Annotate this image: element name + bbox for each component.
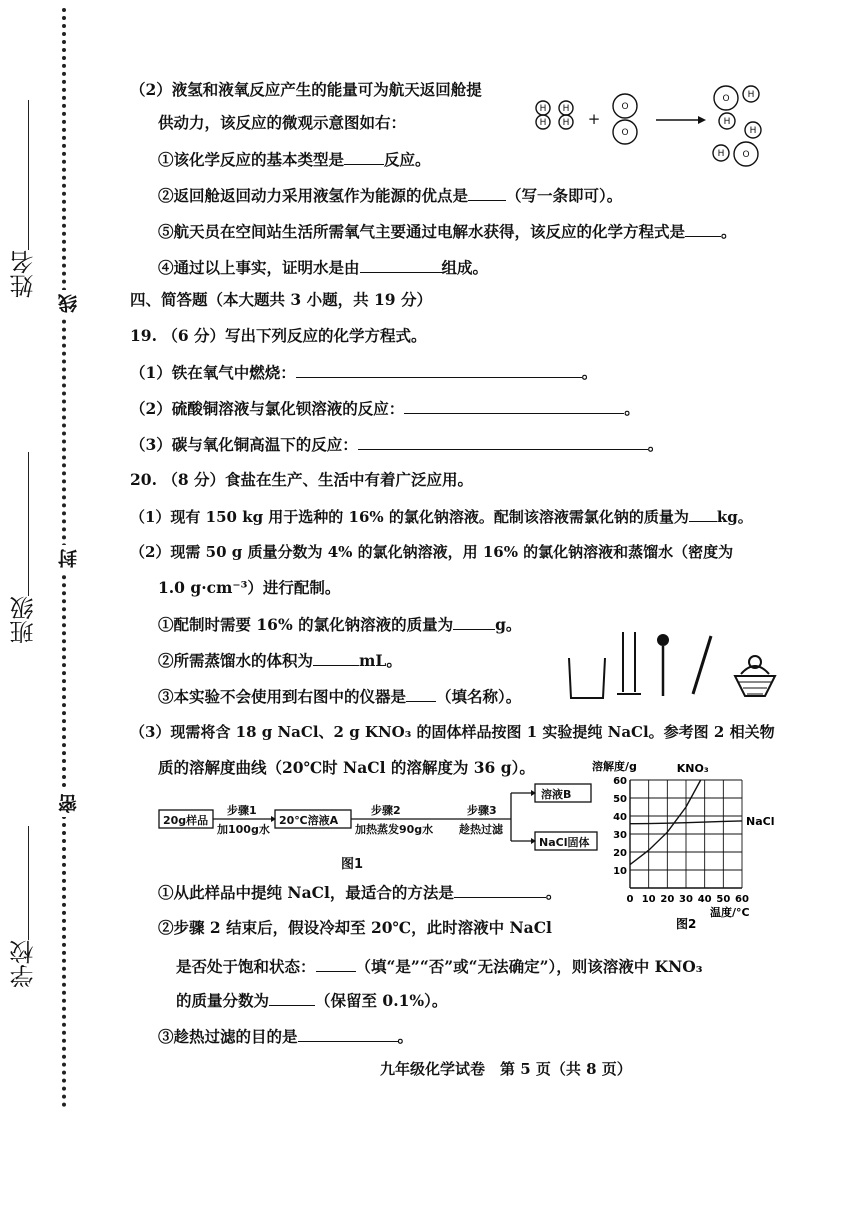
name-field-line (28, 100, 29, 250)
y-tick-label: 50 (613, 794, 627, 805)
q20-p3-s3: ③趁热过滤的目的是 。 (158, 1027, 414, 1046)
x-tick-label: 0 (626, 894, 634, 905)
x-tick-label: 60 (735, 894, 749, 905)
class-field-line (28, 452, 29, 596)
answer-blank[interactable] (685, 221, 721, 237)
chart-xlabel: 温度/°C (710, 906, 750, 919)
x-tick-label: 50 (716, 894, 731, 905)
o-atom-label: O (621, 102, 629, 112)
answer-blank[interactable] (360, 257, 442, 273)
o-atom-label: O (742, 150, 750, 160)
answer-blank[interactable] (269, 990, 315, 1006)
seal-mark-seal: 封 (55, 545, 82, 572)
beaker-icon (569, 658, 605, 698)
seal-mark-line: 线 (55, 290, 82, 317)
school-label: 学校 (10, 940, 38, 988)
h-atom-label: H (562, 104, 570, 114)
q20-p2-line2: 1.0 g·cm⁻³）进行配制。 (158, 578, 341, 597)
x-tick-label: 20 (660, 894, 675, 905)
answer-blank[interactable] (358, 434, 648, 450)
x-tick-label: 40 (697, 894, 712, 905)
h-atom-label: H (717, 149, 725, 159)
chart-caption: 图2 (676, 917, 697, 931)
glass-rod-icon (693, 636, 711, 694)
q20-p2-s3: ③本实验不会使用到右图中的仪器是 （填名称）。 (158, 687, 522, 706)
solution-b-label: 溶液B (541, 788, 572, 801)
q18-s4: ④通过以上事实，证明水是由 组成。 (158, 258, 489, 277)
answer-blank[interactable] (296, 362, 582, 378)
q19-p1: （1）铁在氧气中燃烧： 。 (130, 363, 598, 382)
step3-label: 步骤3 (467, 804, 497, 817)
step1-sub: 加100g水 (217, 823, 270, 836)
page-footer: 九年级化学试卷 第 5 页（共 8 页） (380, 1060, 632, 1078)
answer-blank[interactable] (298, 1026, 398, 1042)
step2-sub: 加热蒸发90g水 (355, 823, 434, 836)
school-field-line (28, 826, 29, 940)
h-atom-label: H (539, 118, 547, 128)
h-atom-label: H (539, 104, 547, 114)
q20-p3-s2-line3: 的质量分数为 （保留至 0.1%）。 (176, 991, 448, 1010)
section-title: 四、简答题（本大题共 3 小题，共 19 分） (130, 290, 432, 309)
answer-blank[interactable] (468, 185, 506, 201)
solubility-chart (592, 758, 782, 938)
h-atom-label: H (749, 126, 757, 136)
reaction-micro-diagram (530, 76, 785, 176)
sample-label: 20g样品 (163, 814, 209, 827)
answer-blank[interactable] (689, 506, 717, 522)
q18-p2-line1: （2）液氢和液氧反应产生的能量可为航天返回舱提 (130, 80, 482, 99)
answer-blank[interactable] (316, 956, 356, 972)
q20-p3-s2-line1: ②步骤 2 结束后，假设冷却至 20℃，此时溶液中 NaCl (158, 918, 552, 937)
graduated-cylinder-icon (617, 632, 641, 694)
h-atom-label: H (562, 118, 570, 128)
reaction-arrow-head (698, 116, 706, 124)
answer-blank[interactable] (344, 149, 384, 165)
q19-p3: （3）碳与氧化铜高温下的反应： 。 (130, 435, 664, 454)
y-tick-label: 10 (613, 866, 627, 877)
q18-p2-line2: 供动力，该反应的微观示意图如右： (158, 113, 407, 132)
o-atom-label: O (621, 128, 629, 138)
q20-p2-line1: （2）现需 50 g 质量分数为 4% 的氯化钠溶液，用 16% 的氯化钠溶液和蒸馏水（密度为 (130, 543, 734, 561)
y-tick-label: 60 (613, 776, 627, 787)
step2-label: 步骤2 (371, 804, 401, 817)
step3-sub: 趁热过滤 (459, 823, 503, 836)
answer-blank[interactable] (404, 398, 624, 414)
q18-s3: ⑤航天员在空间站生活所需氧气主要通过电解水获得，该反应的化学方程式是 。 (158, 222, 737, 241)
h-atom-label: H (723, 117, 731, 127)
name-label: 姓名 (10, 250, 38, 298)
h-atom-label: H (747, 90, 755, 100)
seal-mark-secret: 密 (55, 790, 82, 817)
plus-sign: + (587, 110, 601, 128)
q20-p1: （1）现有 150 kg 用于选种的 16% 的氯化钠溶液。配制该溶液需氯化钠的质量为 kg。 (130, 508, 753, 526)
series-label: KNO₃ (676, 762, 709, 775)
q20-p2-s2: ②所需蒸馏水的体积为 mL。 (158, 651, 402, 670)
series-label: NaCl (746, 814, 775, 828)
q20-p3-s1: ①从此样品中提纯 NaCl，最适合的方法是 。 (158, 883, 562, 902)
answer-blank[interactable] (453, 614, 495, 630)
o-atom-label: O (722, 94, 730, 104)
q20-stem: 20. （8 分）食盐在生产、生活中有着广泛应用。 (130, 470, 474, 489)
q18-s1: ①该化学反应的基本类型是 反应。 (158, 150, 431, 169)
q20-p3-s2-line2: 是否处于饱和状态： （填“是”“否”或“无法确定”），则该溶液中 KNO₃ (176, 957, 703, 976)
q18-s2: ②返回舱返回动力采用液氢作为能源的优点是 （写一条即可）。 (158, 186, 623, 205)
q20-p3-line2: 质的溶解度曲线（20℃时 NaCl 的溶解度为 36 g）。 (158, 758, 535, 777)
class-label: 班级 (10, 596, 38, 644)
chart-ylabel: 溶解度/g (592, 760, 637, 773)
q20-p2-s1: ①配制时需要 16% 的氯化钠溶液的质量为 g。 (158, 615, 522, 634)
solution-a-label: 20℃溶液A (279, 814, 339, 827)
answer-blank[interactable] (454, 882, 546, 898)
q19-p2: （2）硫酸铜溶液与氯化钡溶液的反应： 。 (130, 399, 640, 418)
answer-blank[interactable] (313, 650, 359, 666)
x-tick-label: 10 (641, 894, 656, 905)
q20-p3-line1: （3）现需将含 18 g NaCl、2 g KNO₃ 的固体样品按图 1 实验提纯 NaCl。参考图 2 相关物 (130, 723, 775, 741)
q19-stem: 19. （6 分）写出下列反应的化学方程式。 (130, 326, 427, 345)
y-tick-label: 20 (613, 848, 627, 859)
y-tick-label: 30 (613, 830, 627, 841)
figure1-flow (155, 780, 605, 875)
lab-instruments (565, 628, 785, 703)
step1-label: 步骤1 (227, 804, 257, 817)
answer-blank[interactable] (406, 686, 436, 702)
y-tick-label: 40 (613, 812, 627, 823)
x-tick-label: 30 (679, 894, 693, 905)
figure1-caption: 图1 (341, 857, 364, 872)
nacl-solid-label: NaCl固体 (539, 836, 590, 849)
